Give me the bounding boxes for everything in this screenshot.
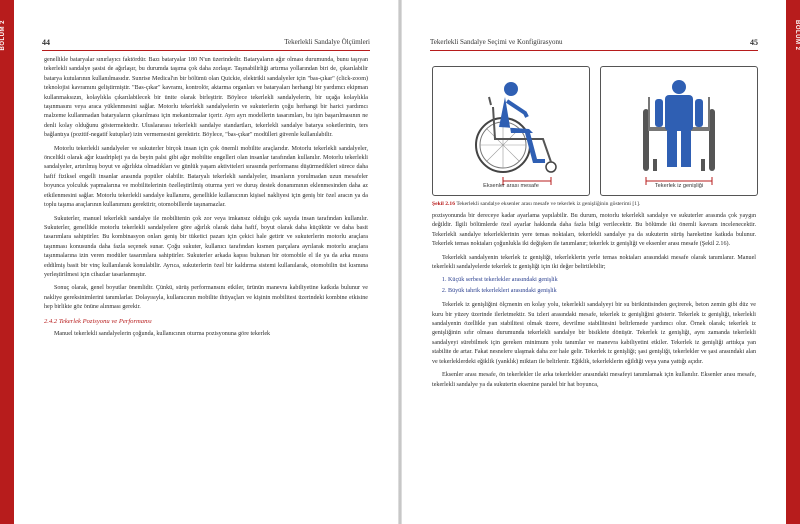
caption-text: Tekerlekli sandalye eksenler arası mesafe ve tekerlek iz genişliğinin gösterimi [1]. bbox=[456, 201, 641, 207]
paragraph: genellikle bataryalar sınırlayıcı faktördür. Bazı bataryalar 180 N'un üzerindedir. Bataryaların ağır olması durumunda, bunu taşıyan tekerlekli sandalye şasisi de ağırlaşır, bu durumda taşıma çok daha zorlaşır. Taşınabilirliği artırma yollarından biri de, çıkarılabilir batarya kutularının kullanılmasıdır. Sunrise Medical'ın bir bölümü olan Quickie, elektrikli sandalyeler için "bas-çıkar" (click-zoom) teknolojisi kavramını geliştirmiştir. "Bas-çıkar" kavramı, kontrolör, aktarma organları ve bataryaları herhangi bir yardımcı ekipman kullanmaksızın, kolaylıkla çıkarılabilecek bir ünite olarak birleştirir. Böylece tekerlekli sandalyelerin, bir uçağa kolaylıkla taşınmasını veya araca yüklenmesini sağlar. Motorlu tekerlekli sandalyelerin ve sukuterlerin çoğu herhangi bir harici yardımcı malzeme kullanmadan bataryaların çıkarılması için mekanizmalar içerir. Ayrı ayrı modellerin tasarımları, bu işin başarılmasının ne denli kolay olduğunu göstermektedir. Uluslararası tekerlekli sandalye standartları, tekerlekli sandalye batarya soketlerinin, ters bağlantıya (pozitif-negatif kutuplar) izin vermemesini gerektirir. Böylece, "bas-çıkar" modülleri güvenle kullanılabilir. bbox=[44, 57, 368, 139]
figure-caption bbox=[432, 200, 756, 208]
header-rule bbox=[42, 50, 370, 51]
section-heading: 2.4.2 Tekerlek Pozisyonu ve Performansı bbox=[44, 317, 152, 325]
track-width-list bbox=[448, 276, 756, 296]
running-title: Tekerlekli Sandalye Ölçümleri bbox=[284, 38, 370, 46]
chapter-thumb-tab-right bbox=[786, 0, 800, 524]
paragraph: pozisyonunda bir dereceye kadar ayarlama yapılabilir. Bu durum, motorlu tekerlekli sandalye ve sukuterler arasında çok yaygın değildir. İlgili bölümlerde özel ayarlar hakkında daha fazla bilgi verilecektir. Bu bölümde iki önemli kavram incelenecektir. Tekerlekli sandalye tekerleklerinin yere temas noktaları, tekerlekli sandalye ya da sukuterin sürüş hareketine katkıda bulunur. Tekerlek temas noktaları çoğunlukla iki değişken ile tanımlanır; tekerlek iz genişliği ve eksenler arası mesafe (Şekil 2.16). bbox=[432, 213, 756, 248]
paragraph: Eksenler arası mesafe, ön tekerlekler ile arka tekerlekler arasındaki mesafeyi tanımlamak için kullanılır. Eksenler arası mesafe, tekerlekli sandalye ya da sukuterin eksenine paralel bir hat boyunca, bbox=[432, 372, 756, 388]
page-number: 44 bbox=[42, 38, 50, 47]
left-page bbox=[14, 0, 398, 524]
caption-label: Şekil 2.16 bbox=[432, 201, 456, 207]
figure-label-track-width: Tekerlek iz genişliği bbox=[654, 183, 704, 189]
paragraph: Manuel tekerlekli sandalyelerin çoğunda, kullanıcının oturma pozisyonuna göre tekerlek bbox=[54, 330, 271, 337]
chapter-tab-label: BÖLÜM 2 bbox=[0, 20, 6, 51]
page-number: 45 bbox=[750, 38, 758, 47]
list-item: 2. Büyük tahrik tekerlekleri arasındaki genişlik bbox=[448, 287, 756, 296]
header-rule bbox=[430, 50, 758, 51]
right-running-head bbox=[430, 38, 758, 50]
chapter-thumb-tab-left bbox=[0, 0, 14, 524]
paragraph: Sukuterler, manuel tekerlekli sandalye ile mobilitenin çok zor veya imkansız olduğu çok sayıda insan tarafından kullanılır. Sukuterler, genellikle motorlu tekerlekli sandalyelere göre ağırlık olarak daha hafif, boyut olarak daha küçüktür ve daha basit tasarımlara sahiptirler. Bu kombinasyon onları geniş bir tüketici pazarı için çekici hale getirir ve sukuterlerin motorlu araçlara taşınması konusunda daha fazla seçenek sunar. Çoğu sukuter, kullanıcı tarafından kısmen parçalara ayrılarak motorlu araçlara taşınmalarına izin veren modüler tasarımlara sahiptirler. Sukuterler arkada kapısı bulunan bir otomobile el ile ya da arka mısıra eddilmiş basit bir vinç kullanılarak konulabilir. Ayrıca, sukuterlerin özel bir kaldırma sistemi kullanılarak, otomobilin üst kısmına yerleştirilmesi için cihazlar tasarlanmıştır. bbox=[44, 215, 368, 278]
left-running-head bbox=[42, 38, 370, 50]
paragraph: Sonuç olarak, genel boyutlar önemlidir. Çünkü, sürüş performansını etkiler, ürünün manevra kabiliyetine katkıda bulunur ve nakliye gereksinimlerini tanımlarlar. Dolayısıyla, kullanıcının mobilite ihtiyaçları ve kişinin mobilitesi üzerindeki kombine etkisine hep birlikte göz önüne alınması gerekir. bbox=[44, 285, 368, 311]
paragraph: Motorlu tekerlekli sandalyeler ve sukuterler birçok insan için çok önemli mobilite araçlarıdır. Motorlu tekerlekli sandalyeler, öncelikli olarak ağır kuadripleji ya da beyin palsi gibi ağır mobilite engelleri olan insanlar tarafından kullanılır. Motorlu tekerlekli sandalyeler, artırılmış boyut ve ağırlıkta olmadıkları ve günlük yaşam aktiviteleri sırasında performansı düşürmedikleri sürece daha hafif fiziksel engelli insanlar arasında popüler olabilir. Bataryalı tekerlekli sandalyeler, insanların yorulmadan uzun mesafeler boyunca yolculuk yapmalarına ve mobilitelerinin özelleştirilmiş oturma yeri ve duruş destek donanımının eklenmesinden daha az etkilenmesini sağlar. Motorlu tekerlekli sandalye kullanımı, genellikle kullanıcının kişisel nakliyesi için geniş bir özel aracın ya da toplu taşıma araçlarının kullanımını gerektirir, otomobillerde taşınamazlar. bbox=[44, 145, 368, 209]
list-item: 1. Küçük serbest tekerlekler arasındaki genişlik bbox=[448, 276, 756, 285]
paragraph: Tekerlekli sandalyenin tekerlek iz genişliği, tekerleklerin yerle temas noktaları arasındaki mesafe olarak tanımlanır. Manuel tekerlekli sandalyelerde tekerlek iz genişliği için iki değer belirtilebilir; bbox=[432, 254, 756, 271]
figure-label-wheelbase: Eksenler arası mesafe bbox=[483, 183, 539, 189]
right-body-text bbox=[432, 212, 756, 394]
chapter-tab-label: BÖLÜM 2 bbox=[794, 20, 800, 51]
figure-track-width-panel bbox=[600, 66, 758, 196]
left-body-text bbox=[44, 56, 368, 343]
figure-wheelbase-panel bbox=[432, 66, 590, 196]
paragraph: Tekerlek iz genişliğini ölçmenin en kolay yolu, tekerlekli sandalyeyi bir su birikintisinden geçirerek, beton zemin gibi düz ve kuru bir yüzey üzerinde ilerletmektir. Su izleri arasındaki mesafe, tekerlek iz genişliğini gösterir. Tekerlek iz genişliği, tekerlekli sandalyenin özellikle yan stabilitesi olmak üzere, devrilme stabilitesini belirlemede yardımcı olur. Örnek olarak; tekerlek iz genişliğinin sıfır olması durumunda tekerlekli sandalye bir bisiklete dönüşür. Tekerlek iz genişliği, aynı zamanda tekerlekli sandalyeyi sürebilmek için gereken minimum yolu tanımlar ve manevra kabiliyetini etkiler. Tekerlek iz genişliği arttıkça yan stabilite de artar. Fakat nesnelere ulaşmak daha zor hale gelir. Tekerlek iz genişliği; şasi genişliği, tekerlekler ve şasi arasındaki alan ve tekerleklerdeki eğiklik (yanklık) miktarı ile belirlenir. Eğiklik, tekerleklerin eğildiği veya yana yattığı açıdır. bbox=[432, 302, 756, 365]
wheelchair-side-view-illustration bbox=[433, 67, 589, 195]
running-title: Tekerlekli Sandalye Seçimi ve Konfigürasyonu bbox=[430, 38, 563, 46]
right-page bbox=[402, 0, 786, 524]
wheelchair-front-view-illustration bbox=[601, 67, 757, 195]
